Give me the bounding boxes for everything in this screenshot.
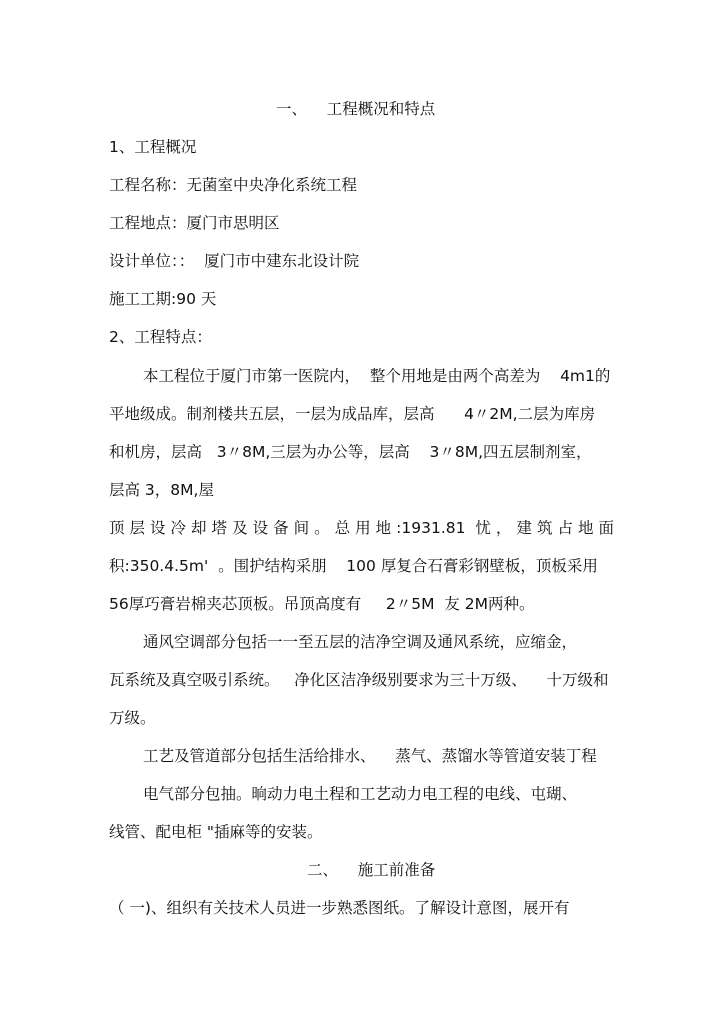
project-name: 工程名称：无菌室中央净化系统工程 — [109, 176, 358, 194]
construction-duration: 施工工期:90 天 — [109, 290, 217, 308]
paragraph-line: 积:350.4.5m' 。围护结构采朋 100 厚复合石膏彩钢壁板，顶板采用 — [109, 557, 598, 575]
paragraph-line: 平地级成。制剂楼共五层，一层为成品库，层高 4〃2M,二层为库房 — [109, 405, 596, 423]
paragraph-line: 线管、配电柜 "插麻等的安装。 — [109, 823, 323, 841]
paragraph-line: 和机房，层高 3〃8M,三层为办公等，层高 3〃8M,四五层制剂室， — [109, 443, 592, 461]
paragraph-line: 层高 3，8M,屋 — [109, 481, 214, 499]
paragraph-line: 瓦系统及真空吸引系统。 净化区洁净级别要求为三十万级、 十万级和 — [109, 671, 609, 689]
paragraph-line: 工艺及管道部分包括生活给排水、 蒸气、蒸馏水等管道安装丁程 — [143, 747, 597, 765]
paragraph-line: 电气部分包抽。晌动力电土程和工艺动力电工程的电线、屯瑚、 — [143, 785, 578, 803]
subheading-project-overview: 1、工程概况 — [109, 138, 197, 156]
paragraph-line: （ 一)、组织有关技术人员进一步熟悉图纸。了解设计意图，展开有 — [109, 899, 570, 917]
paragraph-line: 万级。 — [109, 709, 156, 727]
subheading-project-features: 2、工程特点： — [109, 328, 212, 346]
section-heading-2: 二、 施工前准备 — [307, 861, 436, 879]
paragraph-line: 通风空调部分包括一一至五层的洁净空调及通风系统，应缩金， — [143, 633, 578, 651]
design-unit: 设计单位：： 厦门市中建东北设计院 — [109, 252, 360, 270]
project-location: 工程地点：厦门市思明区 — [109, 214, 280, 232]
paragraph-line: 顶层设冷却塔及设备间。总用地:1931.81 忧，建筑占地面 — [109, 519, 614, 537]
paragraph-line: 56厚巧膏岩棉夹芯顶板。吊顶高度有 2〃5M 友 2M两种。 — [109, 595, 535, 613]
section-heading-1: 一、 工程概况和特点 — [276, 100, 436, 118]
paragraph-line: 本工程位于厦门市第一医院内， 整个用地是由两个高差为 4m1的 — [143, 367, 611, 385]
